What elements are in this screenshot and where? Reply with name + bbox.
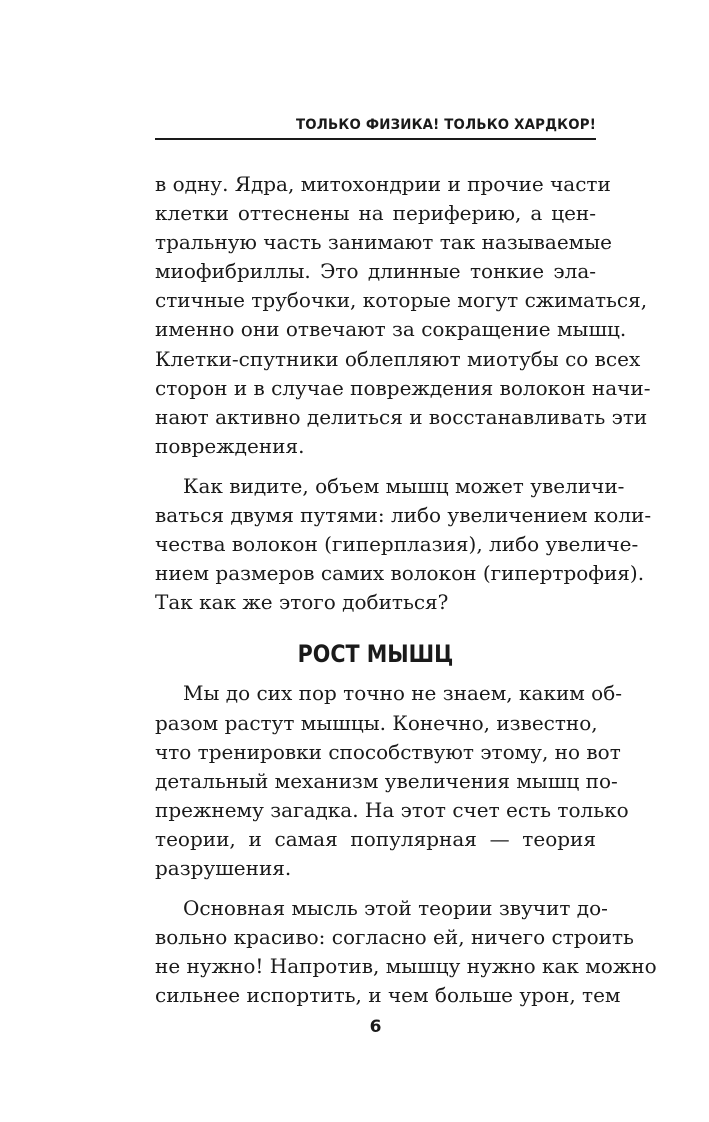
text-line: разрушения. bbox=[155, 855, 292, 880]
text-line: нием размеров самих волокон (гипертрофия). bbox=[155, 561, 645, 586]
paragraph bbox=[155, 472, 652, 617]
paragraphs-after-heading bbox=[155, 679, 657, 1010]
text-line: вольно красиво: согласно ей, ничего строить bbox=[155, 925, 634, 950]
text-line: разом растут мышцы. Конечно, известно, bbox=[155, 710, 598, 735]
text-line: сторон и в случае повреждения волокон начи- bbox=[155, 375, 651, 400]
text-line: не нужно! Напротив, мышцу нужно как можно bbox=[155, 954, 657, 979]
page-number: 6 bbox=[369, 1017, 382, 1037]
paragraph bbox=[155, 170, 651, 461]
text-line: прежнему загадка. На этот счет есть только bbox=[155, 797, 629, 822]
paragraph bbox=[155, 894, 657, 1010]
text-line: Как видите, объем мышц может увеличи- bbox=[183, 473, 625, 498]
text-line: Мы до сих пор точно не знаем, каким об- bbox=[183, 681, 623, 706]
paragraph bbox=[155, 679, 629, 883]
text-line: нают активно делиться и восстанавливать эти bbox=[155, 404, 648, 429]
text-line: детальный механизм увеличения мышц по- bbox=[155, 768, 618, 793]
text-line: Так как же этого добиться? bbox=[155, 590, 449, 615]
text-line: тральную часть занимают так называемые bbox=[155, 230, 612, 255]
text-line: Клетки-спутники облепляют миотубы со всех bbox=[155, 346, 641, 371]
text-line: клетки оттеснены на периферию, а цен- bbox=[155, 201, 596, 226]
text-line: миофибриллы. Это длинные тонкие эла- bbox=[155, 259, 596, 284]
header-rule bbox=[155, 138, 596, 140]
text-line: стичные трубочки, которые могут сжиматься, bbox=[155, 288, 648, 313]
text-line: именно они отвечают за сокращение мышц. bbox=[155, 317, 627, 342]
running-head: ТОЛЬКО ФИЗИКА! ТОЛЬКО ХАРДКОР! bbox=[295, 117, 596, 133]
body-text bbox=[155, 170, 657, 1010]
paragraphs-before-heading bbox=[155, 170, 652, 617]
section-heading: РОСТ МЫШЦ bbox=[297, 640, 454, 669]
text-line: сильнее испортить, и чем больше урон, тем bbox=[155, 983, 621, 1008]
text-line: ваться двумя путями: либо увеличением коли- bbox=[155, 503, 652, 528]
text-line: теории, и самая популярная — теория bbox=[155, 826, 596, 851]
paragraph-gap bbox=[155, 461, 596, 472]
text-line: Основная мысль этой теории звучит до- bbox=[183, 896, 608, 921]
text-line: повреждения. bbox=[155, 433, 305, 458]
paragraph-gap bbox=[155, 883, 596, 894]
text-line: в одну. Ядра, митохондрии и прочие части bbox=[155, 172, 611, 196]
text-line: что тренировки способствуют этому, но вот bbox=[155, 739, 621, 764]
text-line: чества волокон (гиперплазия), либо увеличе- bbox=[155, 532, 639, 557]
